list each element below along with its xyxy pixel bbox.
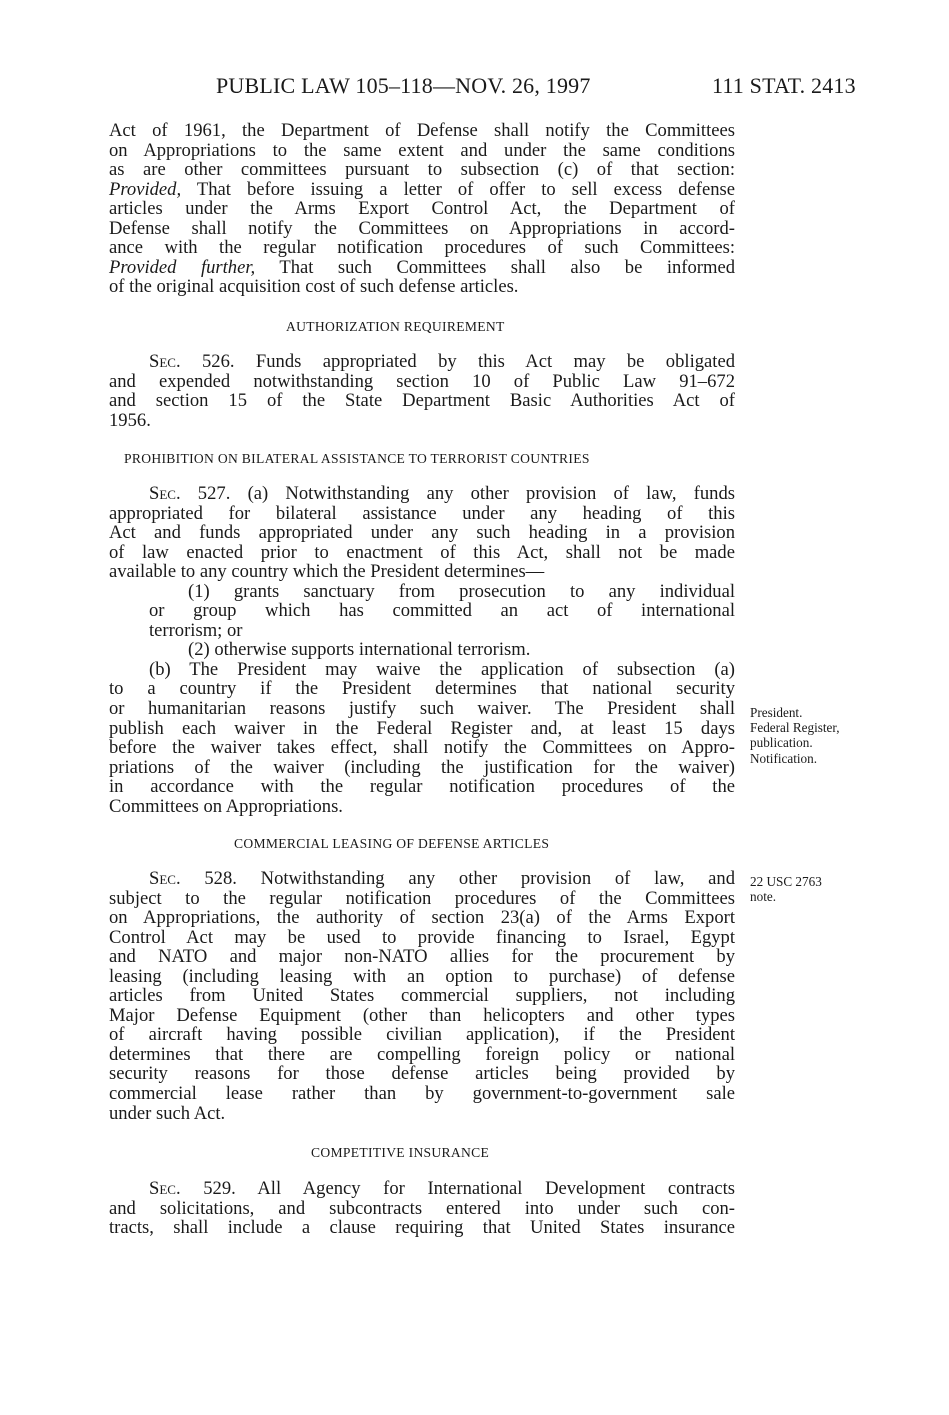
text-line: ance with the regular notification procedures of such Committees: [109, 237, 735, 259]
section-label: Sec. 528. [149, 868, 237, 889]
margin-note-line: publication. [750, 735, 813, 751]
text-line: tracts, shall include a clause requiring that United States insurance [109, 1217, 735, 1239]
proviso-term: Provided further, [109, 256, 256, 278]
text-line: appropriated for bilateral assistance under any heading of this [109, 502, 735, 524]
text-line: as are other committees pursuant to subsection (c) of that section: [109, 159, 735, 181]
section-528-text [109, 869, 735, 1123]
text-line: Defense shall notify the Committees on Appropriations in accord- [109, 217, 735, 239]
continuation-paragraph [109, 121, 735, 297]
text-line: priations of the waiver (including the justification for the waiver) [109, 756, 735, 778]
text-line: available to any country which the President determines— [109, 561, 545, 583]
text-line: security reasons for those defense articles being provided by [109, 1063, 735, 1085]
text-line: 1956. [109, 409, 151, 431]
section-526-text [109, 352, 735, 430]
text-fragment: Notwithstanding any other provision of law, and [236, 868, 735, 889]
text-line [109, 352, 735, 372]
text-line: of aircraft having possible civilian application), if the President [109, 1024, 735, 1046]
text-line: articles from United States commercial suppliers, not including [109, 985, 735, 1007]
text-line: and NATO and major non-NATO allies for the procurement by [109, 946, 735, 968]
section-label: Sec. 526. [149, 351, 235, 372]
text-line: Major Defense Equipment (other than helicopters and other types [109, 1004, 735, 1026]
text-line: commercial lease rather than by government-to-government sale [109, 1083, 735, 1105]
text-line: to a country if the President determines that national security [109, 678, 735, 700]
section-label: Sec. 529. [149, 1178, 236, 1199]
text-line: determines that there are compelling foreign policy or national [109, 1043, 735, 1065]
proviso-term: Provided, [109, 178, 182, 200]
text-line: in accordance with the regular notification procedures of the [109, 776, 735, 798]
text-line: or humanitarian reasons justify such waiver. The President shall [109, 698, 735, 720]
text-line: and expended notwithstanding section 10 of Public Law 91–672 [109, 370, 735, 392]
margin-note-line: Federal Register, [750, 720, 840, 736]
text-line: Act of 1961, the Department of Defense shall notify the Committees [109, 120, 735, 141]
section-527-text [109, 484, 735, 816]
text-fragment: That before issuing a letter of offer to sell excess defense [181, 178, 735, 200]
margin-note-line: 22 USC 2763 [750, 874, 822, 889]
text-line [109, 484, 735, 504]
text-line: on Appropriations to the same extent and under the same conditions [109, 139, 735, 161]
text-line: subject to the regular notification procedures of the Committees [109, 887, 735, 909]
section-529-text [109, 1179, 735, 1238]
text-fragment: All Agency for International Development contracts [235, 1178, 735, 1199]
section-label: Sec. 527. [149, 483, 231, 504]
section-heading-527: PROHIBITION ON BILATERAL ASSISTANCE TO TERRORIST COUNTRIES [124, 451, 590, 466]
margin-note-527 [750, 705, 840, 766]
text-line [109, 1179, 735, 1199]
margin-note-528 [750, 874, 822, 904]
text-line: (2) otherwise supports international terrorism. [188, 639, 531, 661]
text-fragment: (a) Notwithstanding any other provision of law, funds [230, 483, 736, 504]
text-line: and solicitations, and subcontracts entered into under such con- [109, 1197, 735, 1219]
running-header-page-number: 111 STAT. 2413 [712, 73, 856, 98]
text-line: leasing (including leasing with an option to purchase) of defense [109, 965, 735, 987]
text-line: or group which has committed an act of international [149, 600, 735, 622]
text-line [109, 180, 735, 200]
margin-note-line: note. [750, 889, 777, 905]
text-line: under such Act. [109, 1102, 226, 1124]
margin-note-line: President. [750, 705, 803, 720]
running-header-title: PUBLIC LAW 105–118—NOV. 26, 1997 [216, 73, 591, 98]
text-line [109, 869, 735, 889]
text-fragment: Funds appropriated by this Act may be obligated [234, 351, 735, 372]
text-line: of the original acquisition cost of such defense articles. [109, 276, 519, 298]
text-line: of law enacted prior to enactment of this Act, shall not be made [109, 541, 735, 563]
text-line: terrorism; or [149, 619, 243, 641]
text-line: before the waiver takes effect, shall notify the Committees on Appro- [109, 737, 735, 759]
section-heading-526: AUTHORIZATION REQUIREMENT [286, 319, 505, 334]
text-line: and section 15 of the State Department Basic Authorities Act of [109, 390, 735, 412]
text-line: on Appropriations, the authority of section 23(a) of the Arms Export [109, 907, 735, 929]
text-line [109, 258, 735, 278]
text-line: publish each waiver in the Federal Register and, at least 15 days [109, 717, 735, 739]
text-line: (b) The President may waive the application of subsection (a) [149, 658, 735, 680]
section-heading-528: COMMERCIAL LEASING OF DEFENSE ARTICLES [234, 836, 550, 851]
text-fragment: That such Committees shall also be informed [255, 256, 735, 278]
text-line: articles under the Arms Export Control Act, the Department of [109, 198, 735, 220]
text-line: Control Act may be used to provide financing to Israel, Egypt [109, 926, 735, 948]
margin-note-line: Notification. [750, 750, 818, 766]
text-line: (1) grants sanctuary from prosecution to any individual [188, 580, 735, 602]
section-heading-529: COMPETITIVE INSURANCE [311, 1145, 490, 1160]
text-line: Act and funds appropriated under any such heading in a provision [109, 522, 735, 544]
text-line: Committees on Appropriations. [109, 795, 343, 817]
